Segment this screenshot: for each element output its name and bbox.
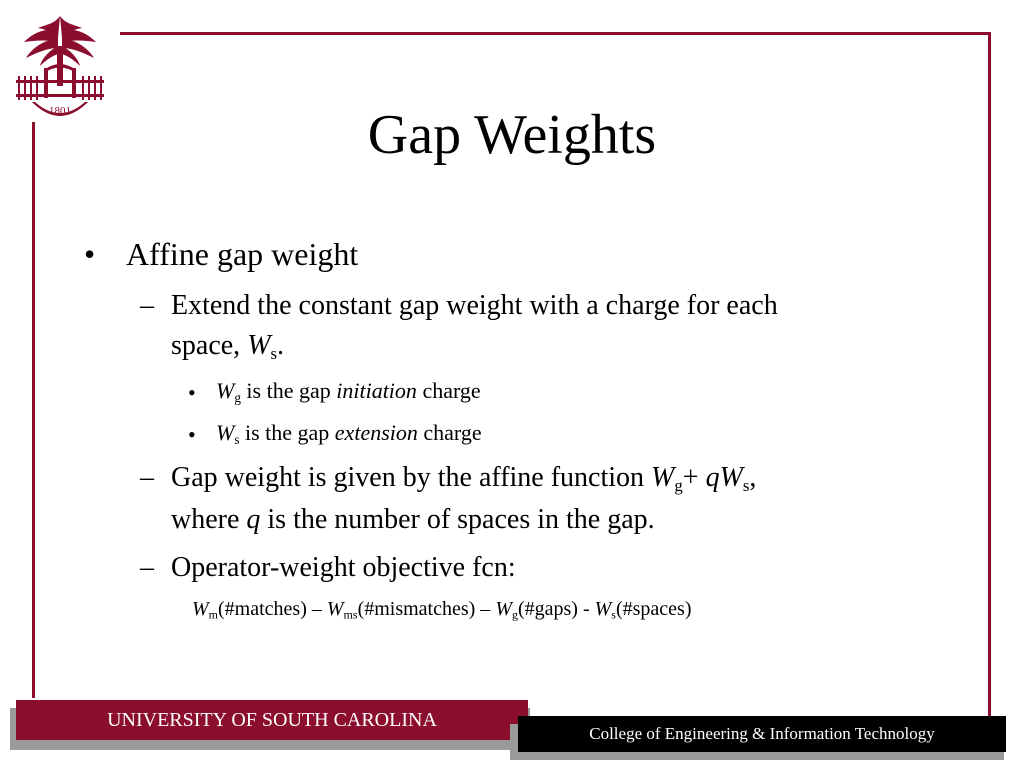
bullet-gap-initiation xyxy=(216,378,481,404)
slide-title: Gap Weights xyxy=(367,104,657,166)
var-w: W xyxy=(719,462,743,493)
text: (#gaps) - xyxy=(517,598,595,620)
var-w: W xyxy=(216,378,235,403)
emphasis-extension: extension xyxy=(334,420,418,445)
var-w: W xyxy=(651,462,675,493)
var-w: W xyxy=(326,598,344,620)
objective-formula xyxy=(192,598,692,621)
sub-s: s xyxy=(742,476,750,496)
sub-g: g xyxy=(234,389,241,405)
text: charge xyxy=(417,420,482,445)
bullet-marker: • xyxy=(84,236,96,272)
text: charge xyxy=(416,378,481,403)
emphasis-initiation: initiation xyxy=(336,378,417,403)
text: is the number of spaces in the gap. xyxy=(260,504,655,535)
bullet-extend-line2 xyxy=(171,330,284,362)
sub-ms: ms xyxy=(343,607,358,622)
sub-g: g xyxy=(511,607,518,622)
text: (#mismatches) – xyxy=(357,598,496,620)
var-w: W xyxy=(495,598,512,620)
sub-g: g xyxy=(674,476,683,496)
bullet-affine-function-line1 xyxy=(171,462,756,494)
var-w: W xyxy=(216,420,235,445)
text: Gap weight is given by the affine function xyxy=(171,462,652,493)
text: (#spaces) xyxy=(615,598,692,620)
var-q: q xyxy=(246,504,261,535)
university-banner: UNIVERSITY OF SOUTH CAROLINA xyxy=(16,700,528,740)
bullet-marker: • xyxy=(188,380,196,405)
text: is the gap xyxy=(240,378,337,403)
comma: , xyxy=(749,462,757,493)
dash-marker: – xyxy=(140,552,154,583)
text: where xyxy=(171,504,247,535)
sub-s: s xyxy=(611,607,616,622)
sub-m: m xyxy=(208,607,219,622)
dash-marker: – xyxy=(140,462,154,493)
var-w: W xyxy=(247,330,271,361)
text: is the gap xyxy=(239,420,335,445)
var-q: q xyxy=(705,462,720,493)
bullet-affine-gap-weight: Affine gap weight xyxy=(126,236,359,272)
period: . xyxy=(277,330,285,361)
bullet-gap-extension xyxy=(216,420,482,446)
text-space: space, xyxy=(171,330,248,361)
bullet-objective-fcn: Operator-weight objective fcn: xyxy=(171,552,516,583)
var-w: W xyxy=(192,598,209,620)
dash-marker: – xyxy=(140,290,154,321)
sub-s: s xyxy=(234,431,240,447)
var-w: W xyxy=(594,598,612,620)
text: (#matches) – xyxy=(218,598,327,620)
bullet-affine-function-line2 xyxy=(171,504,655,536)
logo-year: 1801 xyxy=(49,105,71,117)
college-banner: College of Engineering & Information Technology xyxy=(518,716,1006,752)
plus: + xyxy=(682,462,706,493)
sub-s: s xyxy=(270,344,278,364)
bullet-extend-line1: Extend the constant gap weight with a charge for each xyxy=(171,290,778,321)
bullet-marker: • xyxy=(188,422,196,447)
